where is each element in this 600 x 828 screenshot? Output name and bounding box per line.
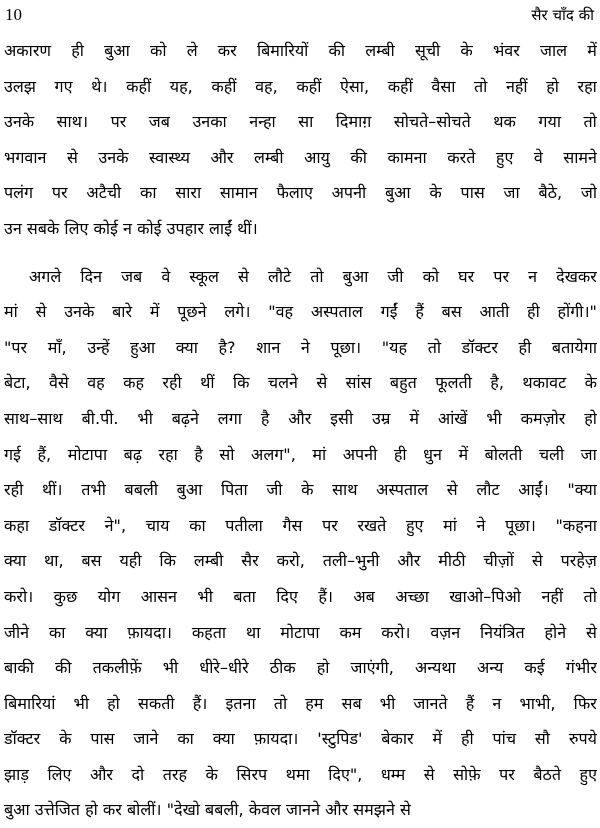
text-line: बाकी की तकलीफ़ें भी धीरे–धीरे ठीक हो जाएंगी, अन्यथा अन्य कई गंभीर: [4, 658, 597, 678]
text-line: अगले दिन जब वे स्कूल से लौटे तो बुआ जी को घर पर न देखकर: [29, 266, 597, 286]
text-line: जीने का क्या फ़ायदा। कहता था मोटापा कम करो। वज़न नियंत्रित होने से: [4, 622, 597, 642]
text-line: डॉक्टर के पास जाने का क्या फ़ायदा। 'स्टुपिड' बेकार में ही पांच सौ रुपये: [4, 729, 597, 749]
text-line: करो। कुछ योग आसन भी बता दिए हैं। अब अच्छा खाओ–पिओ नहीं तो: [4, 586, 597, 606]
text-line: साथ–साथ बी.पी. भी बढ़ने लगा है और इसी उम्र में आंखें भी कमज़ोर हो: [4, 408, 597, 428]
text-line: झाड़ लिए और दो तरह के सिरप थमा दिए", धम्म से सोफ़े पर बैठते हुए: [4, 764, 597, 784]
text-line: भगवान से उनके स्वास्थ्य और लम्बी आयु की कामना करते हुए वे सामने: [4, 147, 597, 167]
body-text: [4, 33, 597, 828]
text-line: गई हैं, मोटापा बढ़ रहा है सो अलग", मां अपनी ही धुन में बोलती चली जा: [4, 444, 597, 464]
text-line: उनके साथ। पर जब उनका नन्हा सा दिमाग़ सोचते–सोचते थक गया तो: [4, 112, 597, 132]
text-line: बुआ उत्तेजित हो कर बोलीं। "देखो बबली, केवल जानने और समझने से: [4, 800, 411, 820]
text-line: "पर माँ, उन्हें हुआ क्या है? शान ने पूछा। "यह तो डॉक्टर ही बतायेगा: [4, 337, 597, 357]
page-number: 10: [5, 5, 22, 24]
text-line: बिमारियां भी हो सकती हैं। इतना तो हम सब भी जानते हैं न भाभी, फिर: [4, 693, 597, 713]
text-line: मां से उनके बारे में पूछने लगे। "वह अस्पताल गईं हैं बस आती ही होंगी।": [4, 302, 597, 322]
running-title: सैर चाँद की: [531, 6, 594, 24]
text-line: उलझ गए थे। कहीं यह, कहीं वह, कहीं ऐसा, कहीं वैसा तो नहीं हो रहा: [4, 76, 597, 96]
text-line: उन सबके लिए कोई न कोई उपहार लाईं थीं।: [4, 218, 258, 238]
text-line: क्या था, बस यही कि लम्बी सैर करो, तली–भुनी और मीठी चीज़ों से परहेज़: [4, 551, 597, 571]
text-line: पलंग पर अटैची का सारा सामान फैलाए अपनी बुआ के पास जा बैठे, जो: [4, 183, 597, 203]
page-header: [0, 0, 600, 30]
text-line: बेटा, वैसे वह कह रही थीं कि चलने से सांस बहुत फूलती है, थकावट के: [4, 373, 597, 393]
text-line: अकारण ही बुआ को ले कर बिमारियों की लम्बी सूची के भंवर जाल में: [4, 41, 597, 60]
text-line: कहा डॉक्टर ने", चाय का पतीला गैस पर रखते हुए मां ने पूछा। "कहना: [4, 515, 597, 535]
text-line: रही थीं। तभी बबली बुआ पिता जी के साथ अस्पताल से लौट आईं। "क्या: [4, 480, 597, 500]
